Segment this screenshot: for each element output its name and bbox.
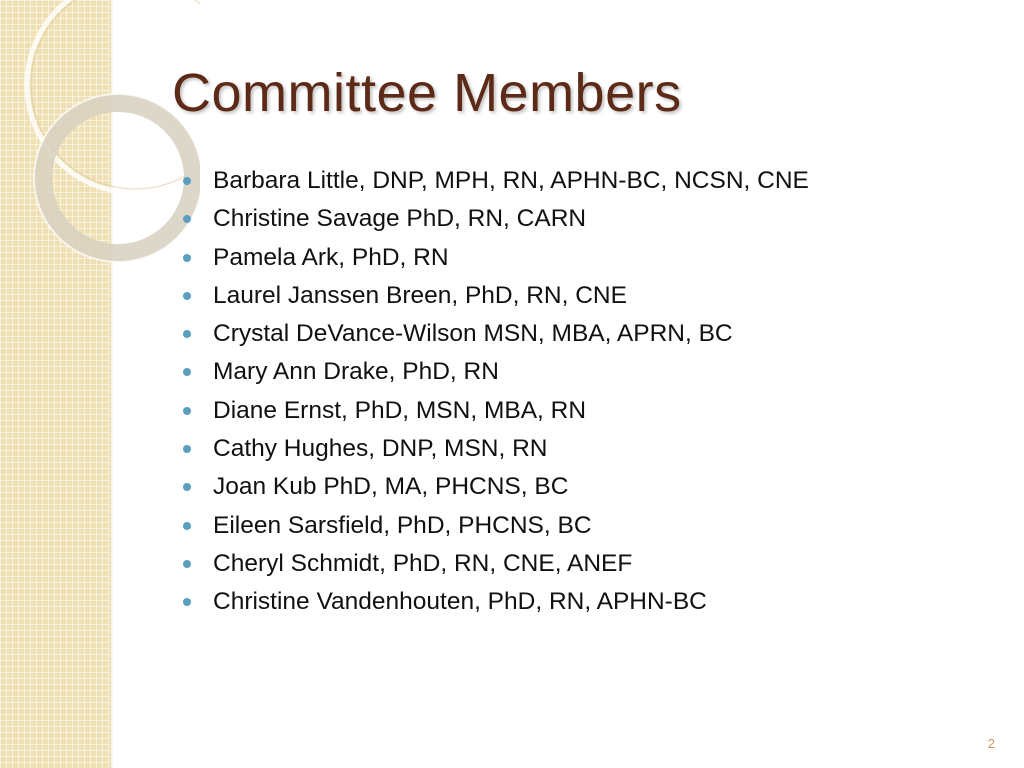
slide-number: 2 (987, 736, 995, 751)
bullet-icon (183, 254, 191, 262)
list-item (180, 430, 809, 468)
list-item (180, 545, 809, 583)
member-name: Cheryl Schmidt, PhD, RN, CNE, ANEF (213, 549, 633, 577)
bullet-icon (183, 483, 191, 491)
member-name: Joan Kub PhD, MA, PHCNS, BC (213, 473, 569, 501)
decorative-circles (0, 0, 200, 300)
bullet-icon (183, 177, 191, 185)
bullet-icon (183, 368, 191, 376)
bullet-icon (183, 445, 191, 453)
list-item (180, 583, 809, 621)
bullet-icon (183, 292, 191, 300)
slide-title: Committee Members (172, 63, 682, 123)
list-item (180, 468, 809, 506)
list-item (180, 277, 809, 315)
member-name: Cathy Hughes, DNP, MSN, RN (213, 435, 548, 463)
member-name: Diane Ernst, PhD, MSN, MBA, RN (213, 396, 587, 424)
list-item (180, 162, 809, 200)
list-item (180, 239, 809, 277)
bullet-icon (183, 215, 191, 223)
member-name: Barbara Little, DNP, MPH, RN, APHN-BC, NCSN, CNE (213, 167, 809, 194)
committee-members-list (180, 162, 809, 622)
list-item (180, 200, 809, 238)
member-name: Eileen Sarsfield, PhD, PHCNS, BC (213, 511, 592, 539)
member-name: Christine Vandenhouten, PhD, RN, APHN-BC (213, 588, 707, 616)
member-name: Christine Savage PhD, RN, CARN (213, 205, 587, 233)
list-item (180, 353, 809, 391)
bullet-icon (183, 330, 191, 338)
list-item (180, 392, 809, 430)
bullet-icon (183, 522, 191, 530)
list-item (180, 507, 809, 545)
member-name: Pamela Ark, PhD, RN (213, 243, 449, 271)
member-name: Crystal DeVance-Wilson MSN, MBA, APRN, BC (213, 320, 733, 348)
bullet-icon (183, 598, 191, 606)
bullet-icon (183, 560, 191, 568)
member-name: Mary Ann Drake, PhD, RN (213, 358, 499, 386)
member-name: Laurel Janssen Breen, PhD, RN, CNE (213, 281, 627, 309)
list-item (180, 315, 809, 353)
bullet-icon (183, 407, 191, 415)
